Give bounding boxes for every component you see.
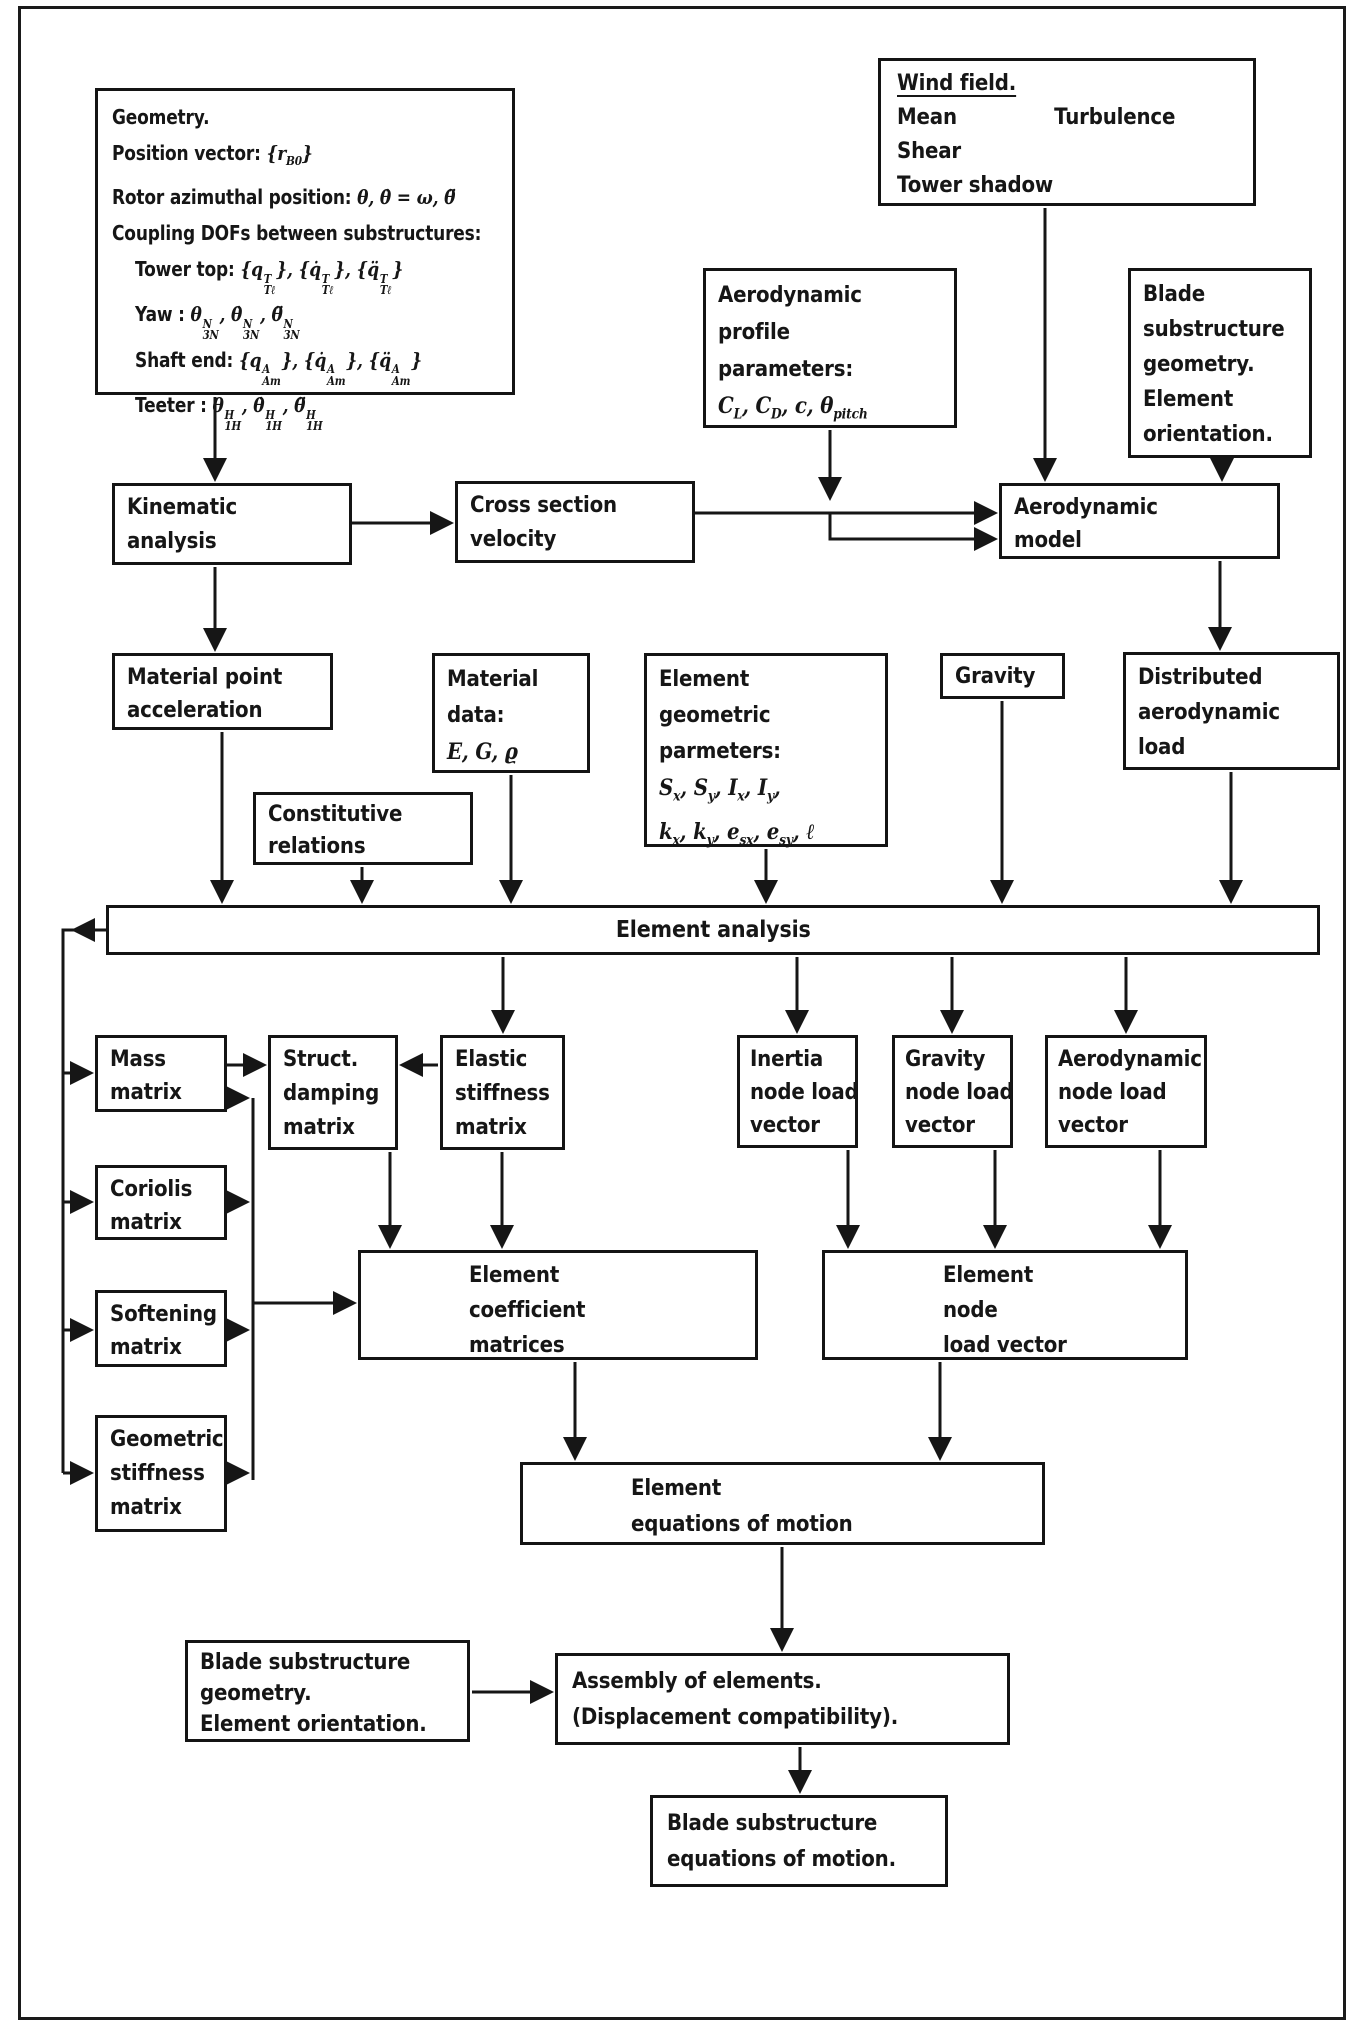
box-line: model [1014,528,1082,553]
box-line: matrix [110,1210,182,1235]
box-element-coefficient-matrices [358,1250,758,1360]
box-gravity-node-load-vector [892,1035,1013,1148]
box-assembly-of-elements [555,1653,1010,1745]
box-line: matrix [110,1495,182,1520]
box-line: geometry. [1143,352,1255,377]
box-line: orientation. [1143,422,1273,447]
box-line: Element [659,667,750,692]
box-line: Yaw : θ N 3N , θ̇ N 3N , θ̈ N 3N [112,302,300,343]
box-line: node [943,1298,998,1323]
box-line: Coriolis [110,1177,193,1202]
box-line: velocity [470,527,557,552]
box-element-node-load-vector [822,1250,1188,1360]
box-line: node load [905,1080,1014,1105]
box-line: data: [447,703,505,728]
box-distributed-aerodynamic-load [1123,652,1340,770]
box-line: parameters: [718,357,854,382]
box-line: Distributed [1138,665,1263,690]
box-blade-substructure-geometry-bottom [185,1640,470,1742]
box-line: matrix [283,1115,355,1140]
box-line: Element [943,1263,1034,1288]
box-line: Aerodynamic [1014,495,1158,520]
box-line: Tower top: {q T Tℓ }, {q̇ T Tℓ }, {q̈ T Tℓ } [112,257,404,297]
box-element-analysis [106,905,1320,955]
box-line: equations of motion [631,1512,853,1537]
box-element-equations-of-motion [520,1462,1045,1545]
box-line: Position vector: $\{r_{B0}\}$ [112,141,313,168]
box-line: matrix [110,1335,182,1360]
box-line: Teeter : θ H 1H , θ̇ H 1H , θ̈ H 1H [112,393,323,434]
wind-field-turbulence: Turbulence [1054,105,1176,130]
box-line: Aerodynamic [718,283,862,308]
wind-field-tower-shadow: Tower shadow [897,173,1054,198]
box-line: profile [718,320,790,345]
box-line: node load [750,1080,859,1105]
box-line: $S_x$, $S_y$, $I_x$, $I_y$, [659,775,781,805]
box-material-data [432,653,590,773]
wind-field-shear: Shear [897,139,962,164]
box-line: Element [631,1476,722,1501]
box-line: node load [1058,1080,1167,1105]
box-line: stiffness [455,1081,550,1106]
box-cross-section-velocity [455,481,695,563]
box-line: Material [447,667,539,692]
box-line: vector [905,1113,975,1138]
box-line: Material point [127,665,283,690]
box-aero-profile-parameters [703,268,957,428]
box-material-point-acceleration [112,653,333,730]
box-line: E, G, ϱ [447,739,518,765]
box-line: (Displacement compatibility). [572,1705,899,1730]
box-line: Element orientation. [200,1712,427,1737]
box-line: matrix [110,1080,182,1105]
wind-field-mean: Mean [897,105,957,130]
box-line: Gravity [955,664,1036,689]
box-kinematic-analysis [112,483,352,565]
box-line: Rotor azimuthal position: θ, θ̇ = ω, θ̈ [112,185,456,209]
box-line: Geometry. [112,105,210,129]
box-line: Softening [110,1302,217,1327]
box-line: load [1138,735,1186,760]
box-line: Inertia [750,1047,824,1072]
wind-field-row [897,101,1203,135]
box-blade-substructure-geometry-top [1128,268,1312,458]
box-line: Blade substructure [200,1650,411,1675]
box-line: vector [750,1113,820,1138]
box-line: Struct. [283,1047,359,1072]
box-line: damping [283,1081,380,1106]
box-line: Shaft end: {q A Am }, {q̇ A Am }, {q̈ A Am } [112,347,422,388]
box-line: $C_L$, $C_D$, c, $\theta_{pitch}$ [718,393,868,423]
box-line: geometry. [200,1681,312,1706]
box-inertia-node-load-vector [737,1035,858,1148]
box-line: Element [469,1263,560,1288]
wind-field-title: Wind field. [897,71,1017,96]
box-line: stiffness [110,1461,205,1486]
box-line: Constitutive [268,802,403,827]
box-line: Assembly of elements. [572,1669,822,1694]
box-wind-field [878,58,1256,206]
box-line: acceleration [127,698,263,723]
box-line: Coupling DOFs between substructures: [112,221,482,245]
box-structural-damping-matrix [268,1035,398,1150]
box-softening-matrix [95,1290,227,1367]
box-line: load vector [943,1333,1067,1358]
box-line: substructure [1143,317,1285,342]
box-blade-substructure-equations [650,1795,948,1887]
box-line: Geometric [110,1427,224,1452]
box-line: aerodynamic [1138,700,1280,725]
box-line: matrices [469,1333,565,1358]
box-line: analysis [127,529,217,554]
box-line: relations [268,834,366,859]
box-line: Elastic [455,1047,528,1072]
box-aerodynamic-model [999,483,1280,559]
box-elastic-stiffness-matrix [440,1035,565,1150]
box-constitutive-relations [253,792,473,865]
box-gravity [940,653,1065,699]
box-line: Element [1143,387,1234,412]
box-line: vector [1058,1113,1128,1138]
box-line: $k_x$, $k_y$, $e_{sx}$, $e_{sy}$, ℓ [659,819,815,849]
box-line: Mass [110,1047,166,1072]
box-line: Blade substructure [667,1811,878,1836]
box-line: parmeters: [659,739,781,764]
box-mass-matrix [95,1035,227,1112]
box-element-geometric-parameters [644,653,888,847]
box-line: matrix [455,1115,527,1140]
box-line: Blade [1143,282,1205,307]
box-line: equations of motion. [667,1847,896,1872]
box-line: Element analysis [615,917,811,943]
box-line: geometric [659,703,771,728]
box-aerodynamic-node-load-vector [1045,1035,1207,1148]
box-line: coefficient [469,1298,586,1323]
box-line: Aerodynamic [1058,1047,1202,1072]
box-line: Kinematic [127,495,238,520]
box-line: Cross section [470,493,617,518]
box-geometry [95,88,515,434]
box-coriolis-matrix [95,1165,227,1240]
box-geometric-stiffness-matrix [95,1415,227,1532]
box-line: Gravity [905,1047,986,1072]
